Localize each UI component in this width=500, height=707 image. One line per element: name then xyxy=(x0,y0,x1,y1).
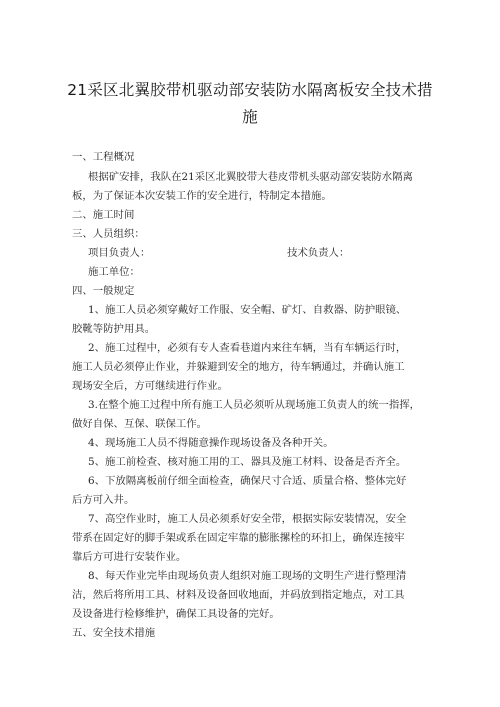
rule-8-line-2: 洁，然后将所用工具、材料及设备回收地面，并码放到指定地点，对工具 xyxy=(72,589,405,601)
section-1-paragraph-line-2: 板，为了保证本次安装工作的安全进行，特制定本措施。 xyxy=(72,190,332,202)
document-title xyxy=(60,77,440,131)
section-4-heading: 四、一般规定 xyxy=(72,285,135,297)
tech-lead-label: 技术负责人： xyxy=(287,247,350,259)
rule-1-line-1: 1、施工人员必须穿戴好工作服、安全帽、矿灯、自救器、防护眼镜、 xyxy=(88,304,407,316)
section-3-heading: 三、人员组织： xyxy=(72,228,145,240)
rule-8-line-1: 8、每天作业完毕由现场负责人组织对施工现场的文明生产进行整理清 xyxy=(88,570,407,582)
section-1-paragraph-line-1: 根据矿安排，我队在21采区北翼胶带大巷皮带机头驱动部安装防水隔离 xyxy=(88,171,413,183)
rule-4-line-1: 4、现场施工人员不得随意操作现场设备及各种开关。 xyxy=(88,437,334,449)
rule-6-line-2: 后方可入井。 xyxy=(72,494,135,506)
rule-7-line-1: 7、高空作业时，施工人员必须系好安全带，根据实际安装情况，安全 xyxy=(88,513,407,525)
rule-1-line-2: 胶靴等防护用具。 xyxy=(72,323,156,335)
rule-3-line-1: 3.在整个施工过程中所有施工人员必须听从现场施工负责人的统一指挥， xyxy=(88,399,421,411)
section-1-heading: 一、工程概况 xyxy=(72,151,135,163)
rule-2-line-2: 施工人员必须停止作业，并躲避到安全的地方，待车辆通过，并确认施工 xyxy=(72,361,405,373)
rule-5-line-1: 5、施工前检查、核对施工用的工、器具及施工材料、设备是否齐全。 xyxy=(88,456,407,468)
rule-7-line-2: 带系在固定好的脚手架或系在固定牢靠的膨胀摞栓的环扣上，确保连接牢 xyxy=(72,532,405,544)
project-lead-label: 项目负责人： xyxy=(88,247,151,259)
rule-2-line-3: 现场安全后，方可继续进行作业。 xyxy=(72,380,228,392)
construction-unit-label: 施工单位： xyxy=(88,266,140,278)
rule-8-line-3: 及设备进行检修维护，确保工具设备的完好。 xyxy=(72,608,280,620)
rule-3-line-2: 做好自保、互保、联保工作。 xyxy=(72,418,208,430)
section-5-heading: 五、安全技术措施 xyxy=(72,627,156,639)
rule-7-line-3: 靠后方可进行安装作业。 xyxy=(72,551,187,563)
title-line-2: 施 xyxy=(242,108,258,126)
title-line-1: 21采区北翼胶带机驱动部安装防水隔离板安全技术措 xyxy=(67,81,433,99)
rule-6-line-1: 6、下放隔离板前仔细全面检查，确保尺寸合适、质量合格、整体完好 xyxy=(88,475,407,487)
rule-2-line-1: 2、施工过程中，必须有专人查看巷道内来往车辆，当有车辆运行时， xyxy=(88,342,407,354)
section-2-heading: 二、施工时间 xyxy=(72,209,135,221)
